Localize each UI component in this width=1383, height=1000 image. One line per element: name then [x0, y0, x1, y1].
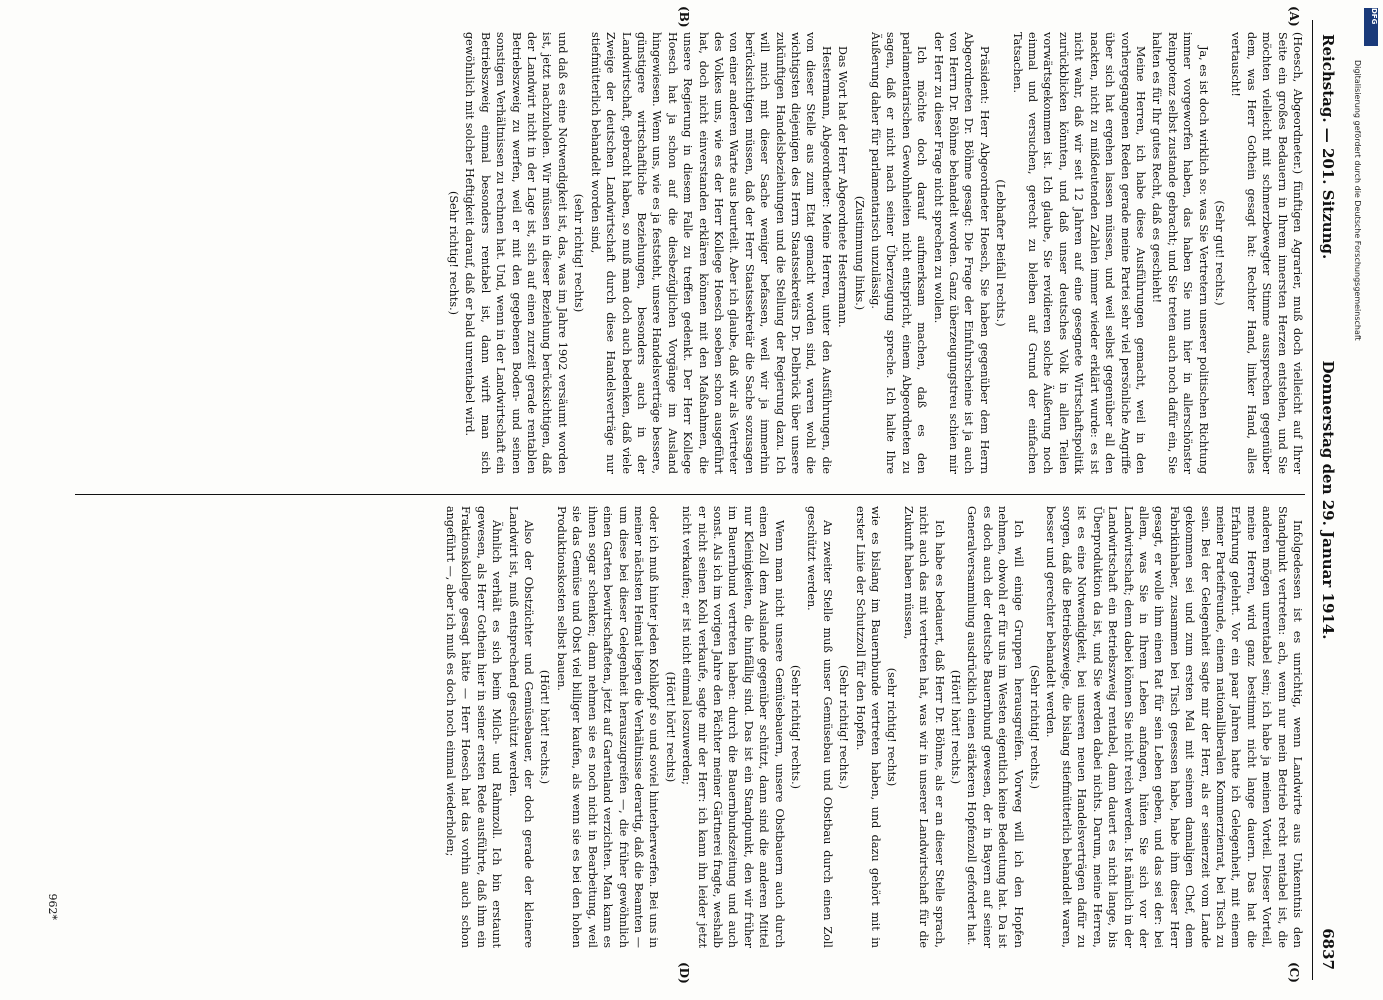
paragraph: wie es bislang im Bauernbunde vertreten haben, und dazu gehört mit in erster Linie der Schutzzoll für den Hopfen. — [853, 506, 883, 948]
interjection: (Zustimmung links.) — [852, 195, 866, 311]
interjection: (sehr richtig! rechts) — [885, 667, 899, 787]
interjection: (Sehr richtig! rechts.) — [837, 664, 851, 790]
paragraph: Ich habe es bedauert, daß Herr Dr. Böhme, als er an dieser Stelle sprach, nicht auch das mit vertreten hat, was wir in unserer Landwirtschaft für die Zukunft haben müssen, — [901, 506, 946, 948]
paragraph: Wenn man nicht unsere Gemüsebauern, unsere Obstbauern auch durch einen Zoll dem Auslande gegenüber schützt, dann sind die anderen Mittel nur Kleinigkeiten, die hinfällig sind. Das ist ein Standpunkt, den wir früher im Bauernbund vertreten haben: durch die Bauernbundszeitung und auch sonst. Als ich im vorigen Jahre den Pächter meiner Gärtnerei fragte, weshalb er nicht seinen Kohl verkaufe, sagte mir der Herr: ich kann ihn leider jetzt nicht verkaufen; er ist nicht einmal loszuwerden; — [680, 506, 786, 948]
paragraph: Das Wort hat der Herr Abgeordnete Hestermann. — [836, 46, 850, 328]
paragraph: Ich will einige Gruppen herausgreifen. Vorweg will ich den Hopfen nehmen, obwohl er für uns im Westen eigentlich keine Bedeutung hat. Da ist es doch auch der deutsche Bauernbund gewesen, der in Bayern auf seiner Generalversammlung ausdrücklich einen stärkeren Hopfenzoll gefordert hat. — [965, 506, 1025, 948]
page-number: 6837 — [1319, 928, 1337, 970]
margin-letter-b: (B) — [677, 6, 691, 28]
header-left: Reichstag. — 201. Sitzung. — [1319, 34, 1337, 260]
paragraph: Meine Herren, ich habe diese Ausführungen gemacht, weil in den vorhergegangenen Reden gerade meine Partei sehr viel persönliche Angriffe über sich hat ergehen lassen müssen, und weil selbst gegenüber all den nackten, nicht zu mißdeutenden Zahlen immer wieder erklärt wurde: es ist nicht wahr, daß wir seit 12 Jahren auf eine gesegnete Wirtschaftspolitik zurückblicken könnten, und daß unser deutsches Volk in allen Teilen vorwärtsgekommen ist. Ich glaube, Sie revidieren solche Äußerung noch einmal und versuchen, gerecht zu bleiben auf Grund der einfachen Tatsachen. — [1010, 32, 1147, 474]
column-divider — [75, 494, 1305, 495]
paragraph: oder ich muß hinter jeden Kohlkopf so und soviel hinterherwerfen. Bei uns in meiner nächsten Heimat liegen die Verhältnisse derartig, daß die Beamten — um diese bei dieser Gelegenheit herauszugreifen —, die früher gewöhnlich einen Garten bewirtschafteten, jetzt auf Gartenland verzichten. Man kann es ihnen sogar schenken; dann nehmen sie es noch nicht in Bearbeitung, weil sie das Gemüse und Obst viel billiger kaufen, als wenn sie es bei den hohen Produktionskosten selbst bauen. — [554, 506, 661, 948]
dfg-logo-text: DFG — [1370, 8, 1378, 25]
margin-letter-d: (D) — [677, 962, 691, 984]
interjection: (Sehr gut! rechts.) — [1212, 200, 1226, 306]
interjection: (sehr richtig! rechts) — [572, 193, 586, 313]
paragraph: Ich möchte doch darauf aufmerksam machen, daß es den parlamentarischen Gewohnheiten nicht entspricht, einem Abgeordneten zu sagen, daß er nicht nach seiner Überzeugung spreche. Ich halte Ihre Äußerung daher für parlamentarisch unzulässig. — [869, 32, 929, 474]
paragraph: und daß es eine Notwendigkeit ist, das, was im Jahre 1902 versäumt worden ist, jetzt nachzuholen. Wir müssen in dieser Beziehung berücksichtigen, daß der Landwirt nicht in der Lage ist, sich auf einen zurzeit gerade rentablen Betriebszweig zu werfen, weil er mit den gegebenen Boden- und seinen sonstigen Verhältnissen zu rechnen hat. Und, wenn in der Landwirtschaft ein Betriebszweig einmal besonders rentabel ist, dann wirft man sich gewöhnlich mit solcher Heftigkeit darauf, daß er bald unrentabel wird. — [463, 32, 569, 474]
header-date: Donnerstag den 29. Januar 1914. — [1319, 360, 1337, 640]
paragraph: Ja, es ist doch wirklich so: was Sie Vertretern unserer politischen Richtung immer vorgeworfen haben, das haben Sie nun hier in allerschönster Reinpotenz selbst zustande gebracht; und Sie treten auch noch dafür ein, Sie halten es für Ihr gutes Recht, daß es geschieht! — [1150, 32, 1210, 474]
paragraph: Infolgedessen ist es unrichtig, wenn Landwirte aus Unkenntnis den Standpunkt vertreten: ach, wenn nur mein Betrieb recht rentabel ist, die anderen mögen unrentabel sein; ich habe ja meinen Vorteil. Dieser Vorteil, meine Herren, wird ganz bestimmt nicht lange dauern. Das hat die Erfahrung gelehrt. Vor ein paar Jahren hatte ich Gelegenheit, mit einem meiner Parteifreunde, einem nationalliberalen Kommerzienrat, bei Tisch zu sein. Bei der Gelegenheit sagte mir der Herr, als er seinerzeit vom Lande gekommen sei und zum ersten Mal mit seinem damaligen Chef, dem Fabrikinhaber, zusammen bei Tisch gesessen habe, habe ihm dieser Herr gesagt, er wolle ihm einen Rat für sein Leben geben, und das sei der: bei allem, was Sie in Ihrem Leben anfangen, hüten Sie sich vor der Landwirtschaft; denn dabei können Sie nicht reich werden. Ist nämlich in der Landwirtschaft ein Betriebszweig rentabel, dann dauert es nicht lange, bis Überproduktion da ist, und Sie werden dabei nichts. Darum, meine Herren, ist es eine Notwendigkeit, bei unseren neuen Handelsverträgen dafür zu sorgen, daß die Betriebszweige, die bislang stiefmütterlich behandelt waren, besser und gerechter behandelt werden. — [1044, 506, 1304, 948]
page-header — [1312, 20, 1341, 980]
left-column — [65, 32, 1305, 474]
paragraph: Ähnlich verhält es sich beim Milch- und Rahmzoll. Ich bin erstaunt gewesen, als Herr Gothein hier in seiner ersten Rede ausführte, daß ihm ein Fraktionskollege gesagt hätte — Herr Hoesch hat das vorhin auch schon angeführt —, aber ich muß es doch noch einmal wiederholen; — [444, 506, 504, 948]
interjection: (Hört! hört! rechts.) — [538, 669, 552, 785]
interjection: (Sehr richtig! rechts.) — [447, 190, 461, 316]
page-signature: 962* — [46, 893, 59, 920]
interjection: (Sehr richtig! rechts.) — [1028, 664, 1042, 790]
margin-letter-a: (A) — [1287, 6, 1301, 27]
right-column — [65, 506, 1305, 948]
interjection: (Lebhafter Beifall rechts.) — [994, 179, 1008, 327]
paragraph: Präsident: Herr Abgeordneter Hoesch, Sie haben gegenüber dem Herrn Abgeordneten Dr. Böhme gesagt: Die Frage der Einfuhrscheine ist ja auch von Herrn Dr. Böhme behandelt worden. Ganz überzeugungstreu schien mir der Herr zu dieser Frage nicht sprechen zu wollen. — [931, 32, 991, 474]
paragraph: Also der Obstzüchter und Gemüsebauer, der doch gerade der kleinere Landwirt ist, muß entsprechend geschützt werden. — [506, 506, 536, 948]
dfg-logo — [1364, 8, 1378, 46]
paragraph: (Hoesch, Abgeordneter.) fünftigen Agrarier, muß doch vielleicht auf Ihrer Seite ein großes Bedauern in Ihrem innersten Herzen entstehen, und Sie möchten vielleicht mit schmerzbewegter Stimme aussprechen gegenüber dem, was Herr Gothein gesagt hat: Rechter Hand, linker Hand, alles vertauscht! — [1229, 32, 1304, 474]
rotated-page-content — [41, 6, 1341, 984]
paragraph: An zweiter Stelle muß unser Gemüsebau und Obstbau durch einen Zoll geschützt werden. — [805, 506, 834, 948]
interjection: (Hört! hört! rechts) — [663, 671, 677, 783]
paragraph: Hestermann, Abgeordneter: Meine Herren, unter den Ausführungen, die von dieser Stelle aus zum Etat gemacht worden sind, waren wohl die wichtigsten diejenigen des Herrn Staatssekretärs Dr. Delbrück über unsere zukünftigen Handelsbeziehungen und die Stellung der Regierung dazu. Ich will mich mit dieser Sache weniger befassen, weil wir ja immerhin berücksichtigen müssen, daß der Herr Staatssekretär die Sache sozusagen von einer anderen Warte aus beurteilt. Aber ich glaube, daß wir als Vertreter des Volkes uns, wie es der Herr Kollege Hoesch soeben schon ausgeführt hat, doch nicht einverstanden erklären können mit den Maßnahmen, die unsere Regierung in diesem Falle zu treffen gedenkt. Der Herr Kollege Hoesch hat ja schon auf die diesbezüglichen Vorgänge im Ausland hingewiesen. Wenn uns, wie es ja feststeht, unsere Handelsverträge bessere, günstigere wirtschaftliche Beziehungen, besonders auch in der Landwirtschaft, gebracht haben, so muß man doch auch bedenken, daß viele Zweige der deutschen Landwirtschaft durch diese Handelsverträge nur stiefmütterlich behandelt worden sind, — [588, 32, 833, 474]
interjection: (Hört! hört! rechts.) — [949, 669, 963, 785]
interjection: (Sehr richtig! rechts.) — [789, 664, 802, 790]
margin-letter-c: (C) — [1287, 962, 1301, 983]
digitization-note: Digitalisierung gefördert durch die Deutsche Forschungsgemeinschaft — [1353, 60, 1362, 341]
